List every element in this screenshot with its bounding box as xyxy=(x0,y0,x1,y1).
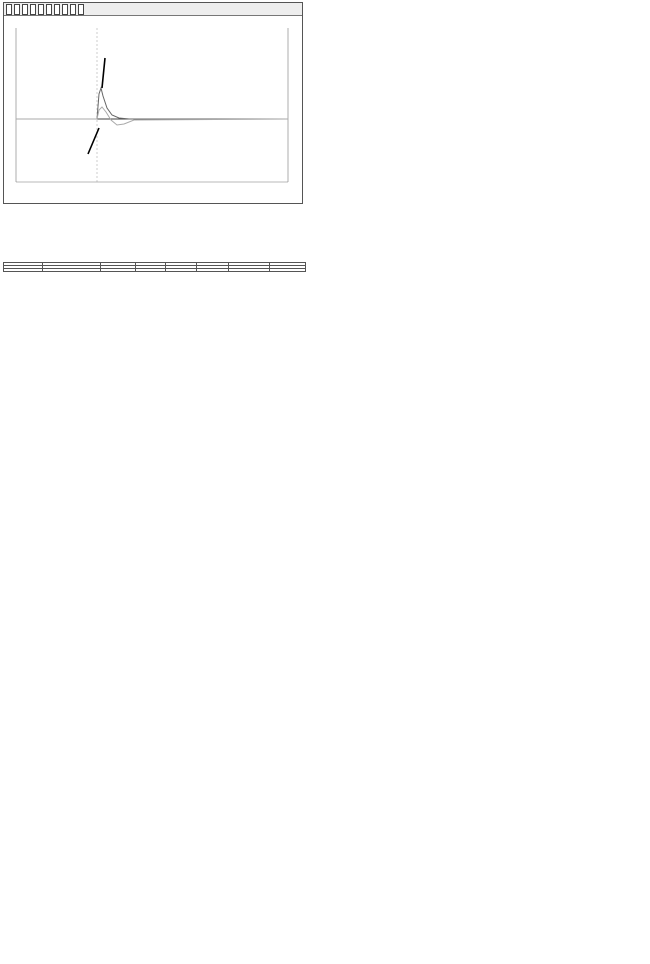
toolbar-cell xyxy=(6,4,12,15)
table-cell xyxy=(196,269,228,272)
table-cell xyxy=(166,269,196,272)
table-cell xyxy=(101,269,136,272)
table-cell xyxy=(4,269,43,272)
table-cell xyxy=(42,269,100,272)
arrow-potential-rise xyxy=(88,128,99,154)
toolbar-cell xyxy=(54,4,60,15)
toolbar-cell xyxy=(22,4,28,15)
toolbar-cell xyxy=(38,4,44,15)
toolbar-cell xyxy=(78,4,84,15)
table-cell xyxy=(229,269,270,272)
results-table xyxy=(3,262,306,272)
toolbar-cell xyxy=(70,4,76,15)
toolbar-cell xyxy=(62,4,68,15)
table-row xyxy=(4,269,306,272)
arrow-discharge-current xyxy=(102,58,105,88)
toolbar-cell xyxy=(14,4,20,15)
toolbar-cell xyxy=(46,4,52,15)
table-cell xyxy=(136,269,166,272)
potential-rise-trace xyxy=(16,107,288,125)
scope-plot xyxy=(4,16,302,203)
discharge-current-trace xyxy=(16,88,288,119)
scope-toolbar xyxy=(4,3,302,16)
toolbar-cell xyxy=(30,4,36,15)
oscilloscope-figure xyxy=(3,2,303,204)
table-cell xyxy=(270,269,306,272)
